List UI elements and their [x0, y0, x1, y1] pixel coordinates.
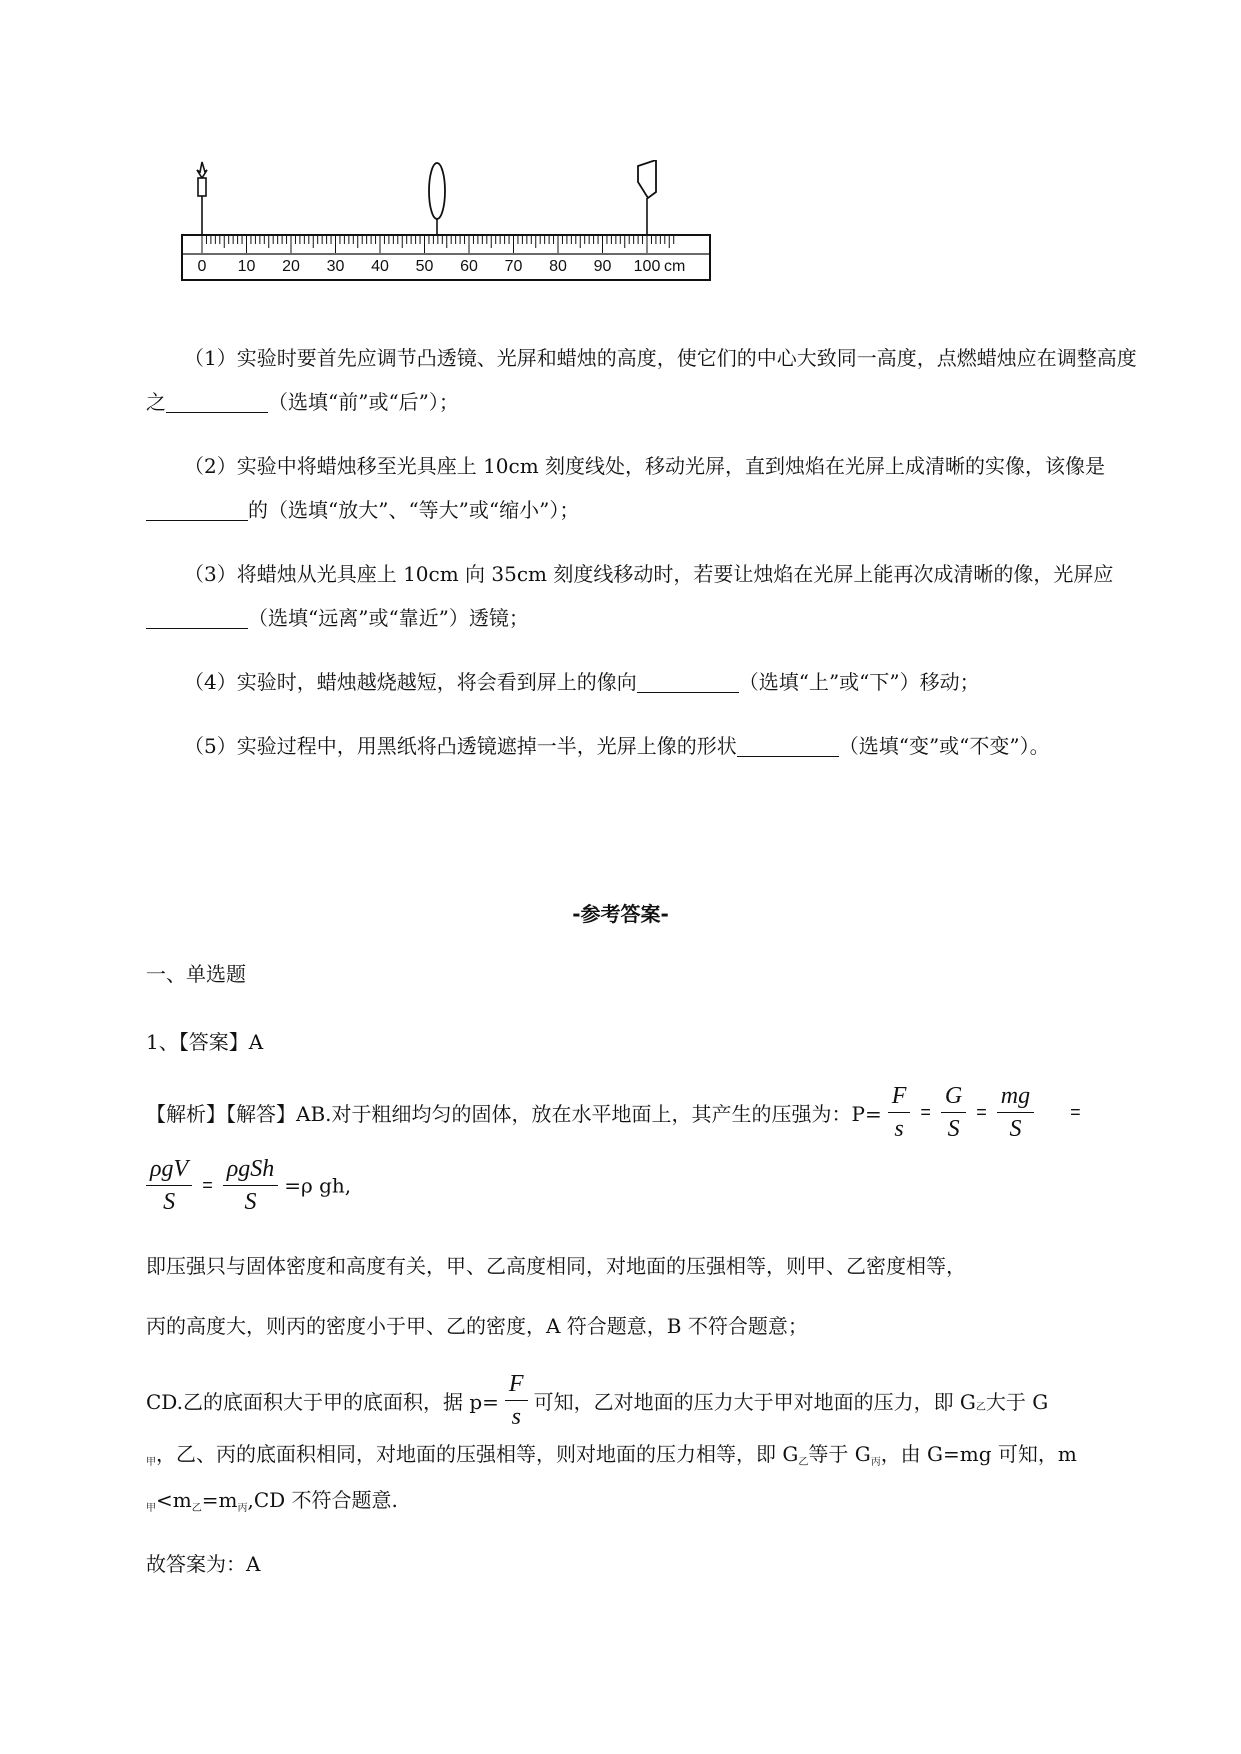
question-4-text: （4）实验时，蜡烛越烧越短，将会看到屏上的像向: [184, 670, 637, 694]
optical-bench-diagram: [178, 160, 718, 290]
question-2-options: 的（选填“放大”、“等大”或“缩小”）；: [248, 498, 580, 522]
ruler-tick-label: 20: [282, 258, 300, 275]
fraction-g-over-s: $\frac{G}{S}$: [941, 1082, 966, 1143]
ruler-tick-label: 0: [197, 258, 207, 275]
answer-blank-2: [146, 500, 248, 521]
ruler-tick-label: 100: [633, 258, 661, 275]
fraction-rhogsh-over-s: $\frac{\text{ρgSh}}{S}$: [223, 1155, 279, 1216]
ruler-tick-labels: [198, 258, 661, 275]
analysis-cd-line-1: CD.乙的底面积大于甲的底面积，据 p= $\frac{F}{s}$ 可知，乙对地面的压力大于甲对地面的压力，即 $G_乙$大于 G: [146, 1371, 1049, 1430]
question-5-options: （选填“变”或“不变”）。: [838, 734, 1050, 758]
question-list: [146, 336, 1146, 768]
analysis-formula-line: 【解析】【解答】AB.对于粗细均匀的固体，放在水平地面上，其产生的压强为：P= $\frac{F}{s}$ = $\frac{G}{S}$ = $\frac{mg}{S}$ =: [146, 1083, 1081, 1142]
ruler-unit-label: cm: [664, 258, 686, 275]
ruler-tick-label: 70: [504, 258, 523, 275]
question-4-options: （选填“上”或“下”）移动；: [738, 670, 980, 694]
ruler-tick-label: 30: [326, 258, 345, 275]
question-1-options: （选填“前”或“后”）；: [268, 390, 459, 414]
analysis-cd-line-3: $_甲<m_乙=m_丙,CD$ 不符合题意.: [146, 1488, 398, 1514]
ruler-tick-label: 10: [237, 258, 256, 275]
ruler: [182, 235, 710, 280]
question-3: [146, 552, 1146, 640]
answer-key-title: -参考答案-: [572, 902, 669, 926]
question-5: [146, 724, 1146, 768]
question-2: [146, 444, 1146, 532]
answer-blank-1: [166, 392, 268, 413]
answer-blank-5: [737, 736, 839, 757]
answer-line: 1、【答案】A: [146, 1030, 264, 1054]
question-1-text: （1）实验时要首先应调节凸透镜、光屏和蜡烛的高度，使它们的中心大致同一高度，点燃蜡烛应在调整高度之: [146, 346, 1137, 414]
fraction-f-over-s: $\frac{F}{s}$: [888, 1082, 911, 1143]
ruler-tick-label: 80: [549, 258, 567, 275]
fraction-mg-over-s: $\frac{mg}{S}$: [997, 1082, 1034, 1143]
analysis-line-b: 丙的高度大，则丙的密度小于甲、乙的密度，A 符合题意，B 不符合题意；: [146, 1314, 808, 1338]
answer-blank-4: [637, 672, 739, 693]
answer-blank-3: [146, 608, 248, 629]
fraction-f-over-s-2: $\frac{F}{s}$: [505, 1370, 528, 1431]
question-3-text: （3）将蜡烛从光具座上 10cm 向 35cm 刻度线移动时，若要让烛焰在光屏上能再次成清晰的像，光屏应: [184, 562, 1114, 586]
analysis-prefix: 【解析】【解答】AB.对于粗细均匀的固体，放在水平地面上，其产生的压强为：P=: [146, 1102, 882, 1126]
question-5-text: （5）实验过程中，用黑纸将凸透镜遮掉一半，光屏上像的形状: [184, 734, 737, 758]
ruler-tick-label: 50: [415, 258, 434, 275]
section-heading: 一、单选题: [146, 962, 246, 986]
light-screen-icon: [638, 160, 656, 235]
analysis-formula-line-2: $\frac{\text{ρgV}}{S}$ = $\frac{\text{ρgSh}}{S}$ =ρ gh,: [146, 1155, 351, 1216]
question-3-options: （选填“远离”或“靠近”）透镜；: [248, 606, 529, 630]
conclusion-line: 故答案为：A: [146, 1552, 261, 1576]
analysis-cd-line-2: $_甲$，乙、丙的底面积相同，对地面的压强相等，则对地面的压力相等，即 $G_乙$等于 $G_丙$，由 G=mg 可知，m: [146, 1442, 1077, 1468]
ruler-tick-label: 90: [593, 258, 612, 275]
convex-lens-icon: [429, 163, 445, 235]
question-4: [146, 660, 1146, 704]
ruler-tick-label: 40: [371, 258, 389, 275]
formula-result: =ρ gh,: [284, 1173, 352, 1198]
candle-icon: [197, 162, 207, 235]
question-1: [146, 336, 1146, 424]
analysis-line-a: 即压强只与固体密度和高度有关，甲、乙高度相同，对地面的压强相等，则甲、乙密度相等，: [146, 1254, 966, 1278]
fraction-rhogv-over-s: $\frac{\text{ρgV}}{S}$: [146, 1155, 192, 1216]
ruler-tick-label: 60: [460, 258, 478, 275]
ruler-ticks: [202, 235, 674, 253]
question-2-text: （2）实验中将蜡烛移至光具座上 10cm 刻度线处，移动光屏，直到烛焰在光屏上成清晰的实像，该像是: [184, 454, 1106, 478]
